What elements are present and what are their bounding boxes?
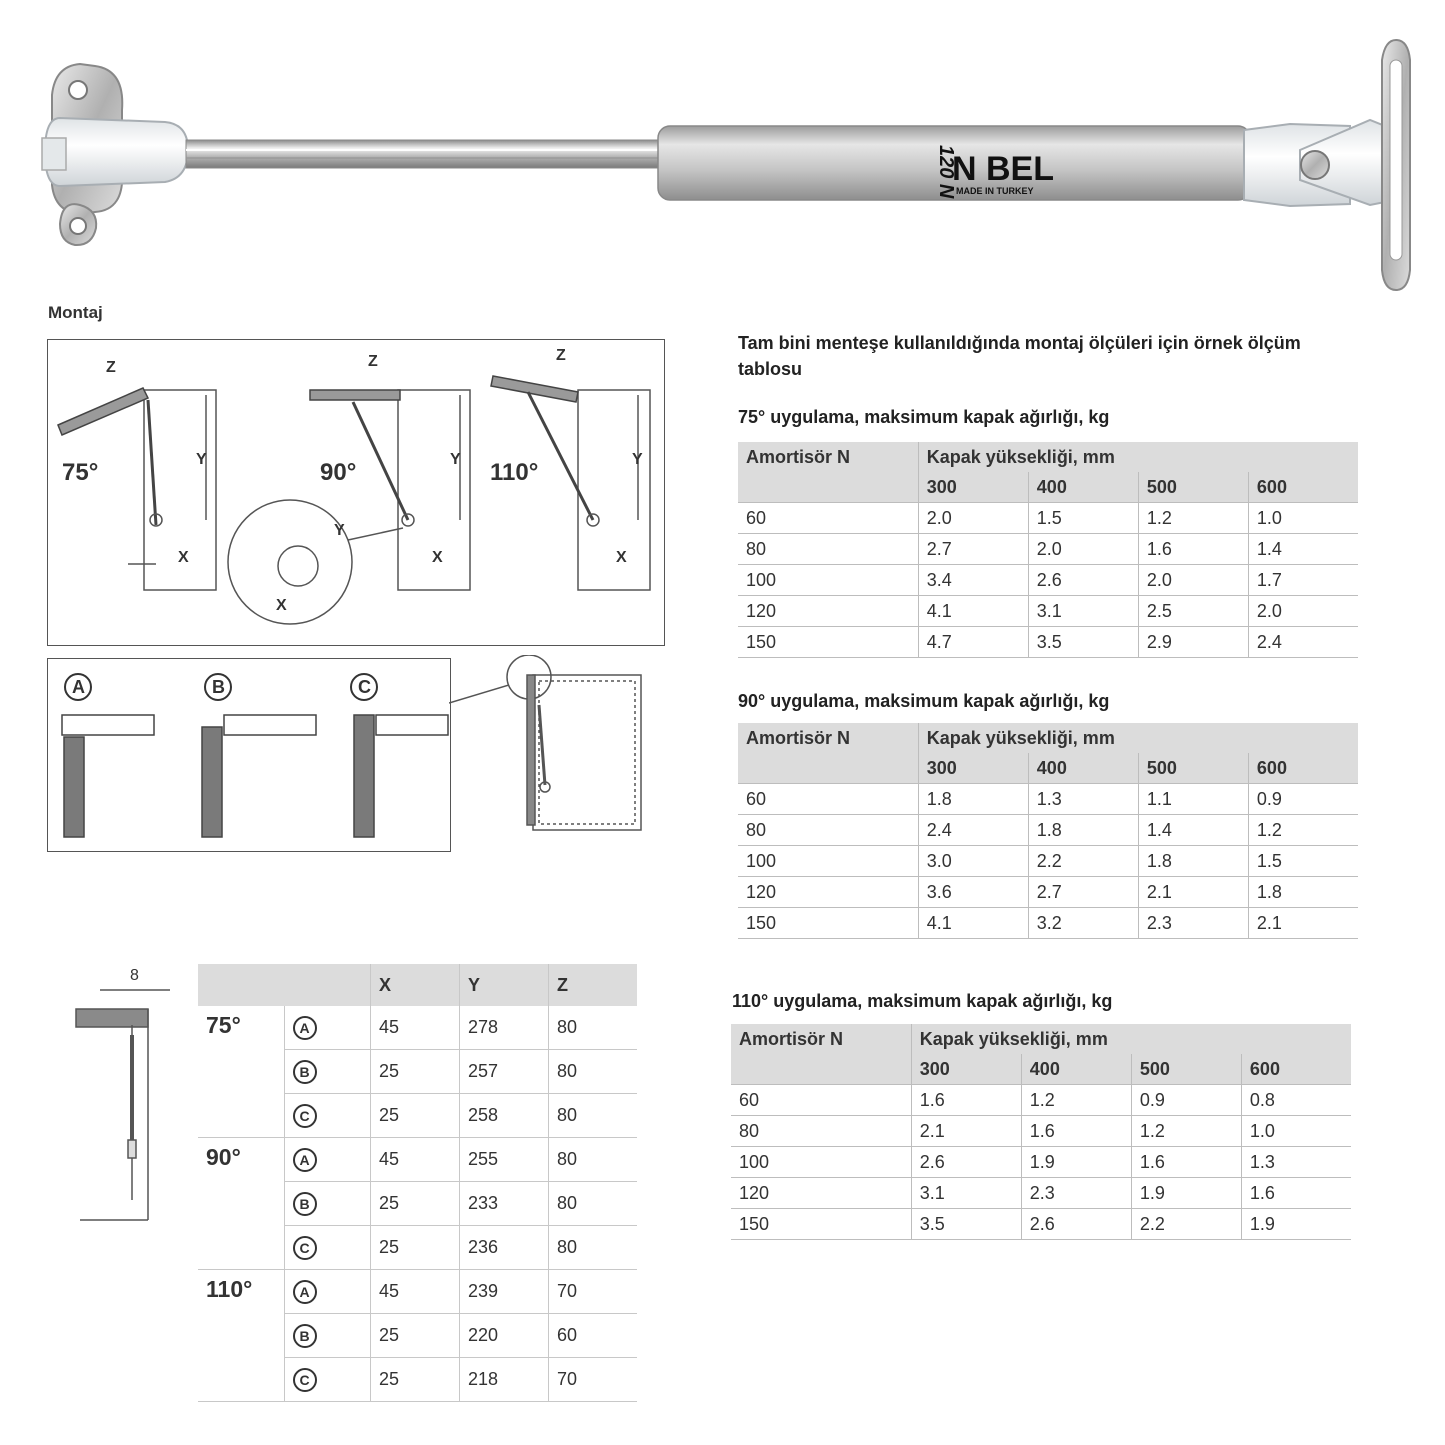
weight-value: 3.5 bbox=[1028, 627, 1138, 658]
angle-75-label: 75° bbox=[62, 459, 99, 486]
weight-value: 1.6 bbox=[1241, 1178, 1351, 1209]
variant-cell bbox=[284, 1094, 371, 1138]
dim-x-value: 45 bbox=[371, 1006, 460, 1050]
weight-value: 1.3 bbox=[1241, 1147, 1351, 1178]
table-row bbox=[731, 1209, 1351, 1240]
table-row bbox=[738, 815, 1358, 846]
height-group-header: Kapak yüksekliği, mm bbox=[911, 1024, 1351, 1054]
variant-badge: C bbox=[293, 1104, 317, 1128]
height-header: 500 bbox=[1138, 472, 1248, 503]
variant-a-label: A bbox=[72, 677, 85, 697]
cap-table-75-heading: 75° uygulama, maksimum kapak ağırlığı, kg bbox=[738, 407, 1110, 427]
weight-value: 1.4 bbox=[1248, 534, 1358, 565]
weight-value: 1.8 bbox=[1138, 846, 1248, 877]
amortisor-header: Amortisör N bbox=[731, 1024, 911, 1054]
weight-value: 2.2 bbox=[1028, 846, 1138, 877]
dim-y-value: 236 bbox=[460, 1226, 549, 1270]
intro-text: Tam bini menteşe kullanıldığında montaj ölçüleri için örnek ölçüm tablosu bbox=[738, 333, 1301, 379]
height-header: 300 bbox=[918, 472, 1028, 503]
height-header: 500 bbox=[1138, 753, 1248, 784]
capacity-table-110 bbox=[731, 1024, 1351, 1240]
dim-x-value: 25 bbox=[371, 1050, 460, 1094]
piston-rod bbox=[186, 140, 664, 168]
dim-header: Z bbox=[549, 964, 638, 1006]
weight-value: 2.3 bbox=[1138, 908, 1248, 939]
header-row bbox=[738, 442, 1358, 472]
weight-value: 3.6 bbox=[918, 877, 1028, 908]
height-header: 300 bbox=[911, 1054, 1021, 1085]
weight-value: 1.9 bbox=[1241, 1209, 1351, 1240]
table-row bbox=[738, 565, 1358, 596]
dim-z-value: 80 bbox=[549, 1006, 638, 1050]
weight-value: 2.6 bbox=[1021, 1209, 1131, 1240]
weight-value: 1.2 bbox=[1021, 1085, 1131, 1116]
svg-text:X: X bbox=[432, 549, 443, 566]
weight-value: 1.6 bbox=[911, 1085, 1021, 1116]
weight-value: 2.6 bbox=[911, 1147, 1021, 1178]
weight-value: 1.6 bbox=[1131, 1147, 1241, 1178]
amortisor-value: 80 bbox=[731, 1116, 911, 1147]
weight-value: 3.4 bbox=[918, 565, 1028, 596]
weight-value: 2.0 bbox=[1028, 534, 1138, 565]
amortisor-value: 60 bbox=[738, 503, 918, 534]
angle-90-label: 90° bbox=[320, 459, 357, 486]
amortisor-value: 80 bbox=[738, 815, 918, 846]
cabinet-overview-diagram bbox=[449, 655, 649, 835]
weight-value: 1.3 bbox=[1028, 784, 1138, 815]
weight-value: 2.1 bbox=[1248, 908, 1358, 939]
amortisor-value: 100 bbox=[731, 1147, 911, 1178]
weight-value: 1.0 bbox=[1241, 1116, 1351, 1147]
angle-label: 110° bbox=[198, 1270, 284, 1402]
subheader-row bbox=[738, 472, 1358, 503]
table-row bbox=[731, 1147, 1351, 1178]
dim-x-value: 25 bbox=[371, 1226, 460, 1270]
dim-header: X bbox=[371, 964, 460, 1006]
dim-z-value: 80 bbox=[549, 1050, 638, 1094]
weight-value: 4.1 bbox=[918, 596, 1028, 627]
table-row bbox=[738, 877, 1358, 908]
weight-value: 1.5 bbox=[1248, 846, 1358, 877]
table-row bbox=[738, 908, 1358, 939]
angle-label: 75° bbox=[198, 1006, 284, 1138]
amortisor-value: 60 bbox=[738, 784, 918, 815]
blank-cell bbox=[284, 964, 371, 1006]
variant-badge: B bbox=[293, 1060, 317, 1084]
dim-y-value: 278 bbox=[460, 1006, 549, 1050]
weight-value: 0.9 bbox=[1131, 1085, 1241, 1116]
amortisor-header: Amortisör N bbox=[738, 723, 918, 753]
dim-x-value: 25 bbox=[371, 1314, 460, 1358]
dim-z-value: 80 bbox=[549, 1226, 638, 1270]
svg-text:X: X bbox=[616, 549, 627, 566]
height-group-header: Kapak yüksekliği, mm bbox=[918, 442, 1358, 472]
dim-x-value: 25 bbox=[371, 1094, 460, 1138]
height-header: 400 bbox=[1028, 472, 1138, 503]
weight-value: 1.4 bbox=[1138, 815, 1248, 846]
subheader-row bbox=[731, 1054, 1351, 1085]
weight-value: 3.5 bbox=[911, 1209, 1021, 1240]
weight-value: 3.1 bbox=[1028, 596, 1138, 627]
amortisor-value: 100 bbox=[738, 846, 918, 877]
variant-badge: B bbox=[293, 1192, 317, 1216]
weight-value: 1.6 bbox=[1021, 1116, 1131, 1147]
weight-value: 2.9 bbox=[1138, 627, 1248, 658]
weight-value: 3.1 bbox=[911, 1178, 1021, 1209]
variant-b-label: B bbox=[212, 677, 225, 697]
weight-value: 2.0 bbox=[1248, 596, 1358, 627]
height-header: 300 bbox=[918, 753, 1028, 784]
weight-value: 3.2 bbox=[1028, 908, 1138, 939]
svg-text:Z: Z bbox=[368, 353, 378, 370]
amortisor-value: 60 bbox=[731, 1085, 911, 1116]
weight-value: 1.9 bbox=[1021, 1147, 1131, 1178]
variant-badge: A bbox=[293, 1016, 317, 1040]
variant-cell bbox=[284, 1314, 371, 1358]
force-rating: 120 N bbox=[935, 145, 957, 199]
header-row bbox=[198, 964, 637, 1006]
svg-text:X: X bbox=[178, 549, 189, 566]
amortisor-header: Amortisör N bbox=[738, 442, 918, 472]
variant-badge: C bbox=[293, 1236, 317, 1260]
angle-110-label: 110° bbox=[490, 459, 539, 486]
dim-y-value: 258 bbox=[460, 1094, 549, 1138]
dim-x-value: 45 bbox=[371, 1138, 460, 1182]
mounting-dimensions-table bbox=[198, 964, 637, 1402]
weight-value: 0.9 bbox=[1248, 784, 1358, 815]
weight-value: 2.6 bbox=[1028, 565, 1138, 596]
weight-value: 2.0 bbox=[1138, 565, 1248, 596]
blank-cell bbox=[198, 964, 284, 1006]
dim-y-value: 239 bbox=[460, 1270, 549, 1314]
variant-cell bbox=[284, 1358, 371, 1402]
amortisor-value: 150 bbox=[738, 908, 918, 939]
amortisor-value: 120 bbox=[731, 1178, 911, 1209]
amortisor-value: 100 bbox=[738, 565, 918, 596]
weight-value: 2.7 bbox=[918, 534, 1028, 565]
montaj-angle-diagrams bbox=[47, 339, 665, 646]
weight-value: 1.2 bbox=[1131, 1116, 1241, 1147]
weight-value: 2.0 bbox=[918, 503, 1028, 534]
blank-cell bbox=[731, 1054, 911, 1085]
gas-strut-product-image bbox=[0, 30, 1445, 300]
svg-text:Z: Z bbox=[556, 347, 566, 364]
weight-value: 1.0 bbox=[1248, 503, 1358, 534]
height-header: 600 bbox=[1241, 1054, 1351, 1085]
variant-cell bbox=[284, 1006, 371, 1050]
weight-value: 1.8 bbox=[1248, 877, 1358, 908]
angle-label: 90° bbox=[198, 1138, 284, 1270]
amortisor-value: 150 bbox=[731, 1209, 911, 1240]
dim-y-value: 220 bbox=[460, 1314, 549, 1358]
variant-cell bbox=[284, 1050, 371, 1094]
weight-value: 4.7 bbox=[918, 627, 1028, 658]
header-row bbox=[738, 723, 1358, 753]
weight-value: 1.9 bbox=[1131, 1178, 1241, 1209]
header-row bbox=[731, 1024, 1351, 1054]
variant-cell bbox=[284, 1182, 371, 1226]
weight-value: 1.8 bbox=[918, 784, 1028, 815]
height-header: 600 bbox=[1248, 472, 1358, 503]
amortisor-value: 80 bbox=[738, 534, 918, 565]
dim-x-value: 45 bbox=[371, 1270, 460, 1314]
montaj-title: Montaj bbox=[48, 303, 103, 322]
height-header: 500 bbox=[1131, 1054, 1241, 1085]
svg-text:X: X bbox=[276, 597, 287, 614]
variant-badge: A bbox=[293, 1280, 317, 1304]
dim-z-value: 60 bbox=[549, 1314, 638, 1358]
table-row bbox=[738, 596, 1358, 627]
svg-text:Z: Z bbox=[106, 359, 116, 376]
svg-text:Y: Y bbox=[196, 451, 207, 468]
height-header: 400 bbox=[1021, 1054, 1131, 1085]
weight-value: 1.2 bbox=[1248, 815, 1358, 846]
table-row bbox=[738, 627, 1358, 658]
weight-value: 2.4 bbox=[1248, 627, 1358, 658]
made-in-label: MADE IN TURKEY bbox=[956, 186, 1034, 196]
variant-cell bbox=[284, 1226, 371, 1270]
height-header: 600 bbox=[1248, 753, 1358, 784]
variant-cell bbox=[284, 1138, 371, 1182]
table-row bbox=[198, 1006, 637, 1050]
dim-z-value: 80 bbox=[549, 1138, 638, 1182]
height-header: 400 bbox=[1028, 753, 1138, 784]
weight-value: 1.7 bbox=[1248, 565, 1358, 596]
height-group-header: Kapak yüksekliği, mm bbox=[918, 723, 1358, 753]
weight-value: 2.7 bbox=[1028, 877, 1138, 908]
svg-text:Y: Y bbox=[334, 522, 345, 539]
weight-value: 1.2 bbox=[1138, 503, 1248, 534]
cap-table-90-heading: 90° uygulama, maksimum kapak ağırlığı, kg bbox=[738, 691, 1110, 711]
table-row bbox=[198, 1138, 637, 1182]
weight-value: 1.5 bbox=[1028, 503, 1138, 534]
weight-value: 4.1 bbox=[918, 908, 1028, 939]
weight-value: 2.1 bbox=[1138, 877, 1248, 908]
dim-header: Y bbox=[460, 964, 549, 1006]
offset-label: 8 bbox=[130, 967, 139, 984]
dim-z-value: 70 bbox=[549, 1270, 638, 1314]
dim-z-value: 80 bbox=[549, 1182, 638, 1226]
side-view-diagram bbox=[70, 965, 180, 1225]
dim-y-value: 233 bbox=[460, 1182, 549, 1226]
amortisor-value: 150 bbox=[738, 627, 918, 658]
dim-y-value: 255 bbox=[460, 1138, 549, 1182]
amortisor-value: 120 bbox=[738, 596, 918, 627]
subheader-row bbox=[738, 753, 1358, 784]
weight-value: 0.8 bbox=[1241, 1085, 1351, 1116]
capacity-table-90 bbox=[738, 723, 1358, 939]
variant-badge: A bbox=[293, 1148, 317, 1172]
table-row bbox=[731, 1085, 1351, 1116]
weight-value: 1.8 bbox=[1028, 815, 1138, 846]
dim-x-value: 25 bbox=[371, 1358, 460, 1402]
brand-logo: N BEL bbox=[952, 150, 1054, 188]
blank-cell bbox=[738, 472, 918, 503]
weight-value: 2.4 bbox=[918, 815, 1028, 846]
variant-badge: C bbox=[293, 1368, 317, 1392]
weight-value: 2.3 bbox=[1021, 1178, 1131, 1209]
variant-c-label: C bbox=[358, 677, 371, 697]
weight-value: 1.1 bbox=[1138, 784, 1248, 815]
svg-text:Y: Y bbox=[632, 451, 643, 468]
dim-z-value: 80 bbox=[549, 1094, 638, 1138]
blank-cell bbox=[738, 753, 918, 784]
dim-x-value: 25 bbox=[371, 1182, 460, 1226]
weight-value: 2.2 bbox=[1131, 1209, 1241, 1240]
table-row bbox=[738, 534, 1358, 565]
dim-y-value: 257 bbox=[460, 1050, 549, 1094]
montaj-variant-diagrams bbox=[47, 658, 451, 852]
variant-cell bbox=[284, 1270, 371, 1314]
amortisor-value: 120 bbox=[738, 877, 918, 908]
cap-table-110-heading: 110° uygulama, maksimum kapak ağırlığı, kg bbox=[732, 991, 1113, 1011]
table-row bbox=[198, 1270, 637, 1314]
table-row bbox=[738, 784, 1358, 815]
table-row bbox=[731, 1116, 1351, 1147]
weight-value: 3.0 bbox=[918, 846, 1028, 877]
weight-value: 2.5 bbox=[1138, 596, 1248, 627]
weight-value: 2.1 bbox=[911, 1116, 1021, 1147]
table-row bbox=[731, 1178, 1351, 1209]
variant-badge: B bbox=[293, 1324, 317, 1348]
svg-text:Y: Y bbox=[450, 451, 461, 468]
dim-z-value: 70 bbox=[549, 1358, 638, 1402]
weight-value: 1.6 bbox=[1138, 534, 1248, 565]
table-row bbox=[738, 846, 1358, 877]
table-row bbox=[738, 503, 1358, 534]
capacity-table-75 bbox=[738, 442, 1358, 658]
dim-y-value: 218 bbox=[460, 1358, 549, 1402]
